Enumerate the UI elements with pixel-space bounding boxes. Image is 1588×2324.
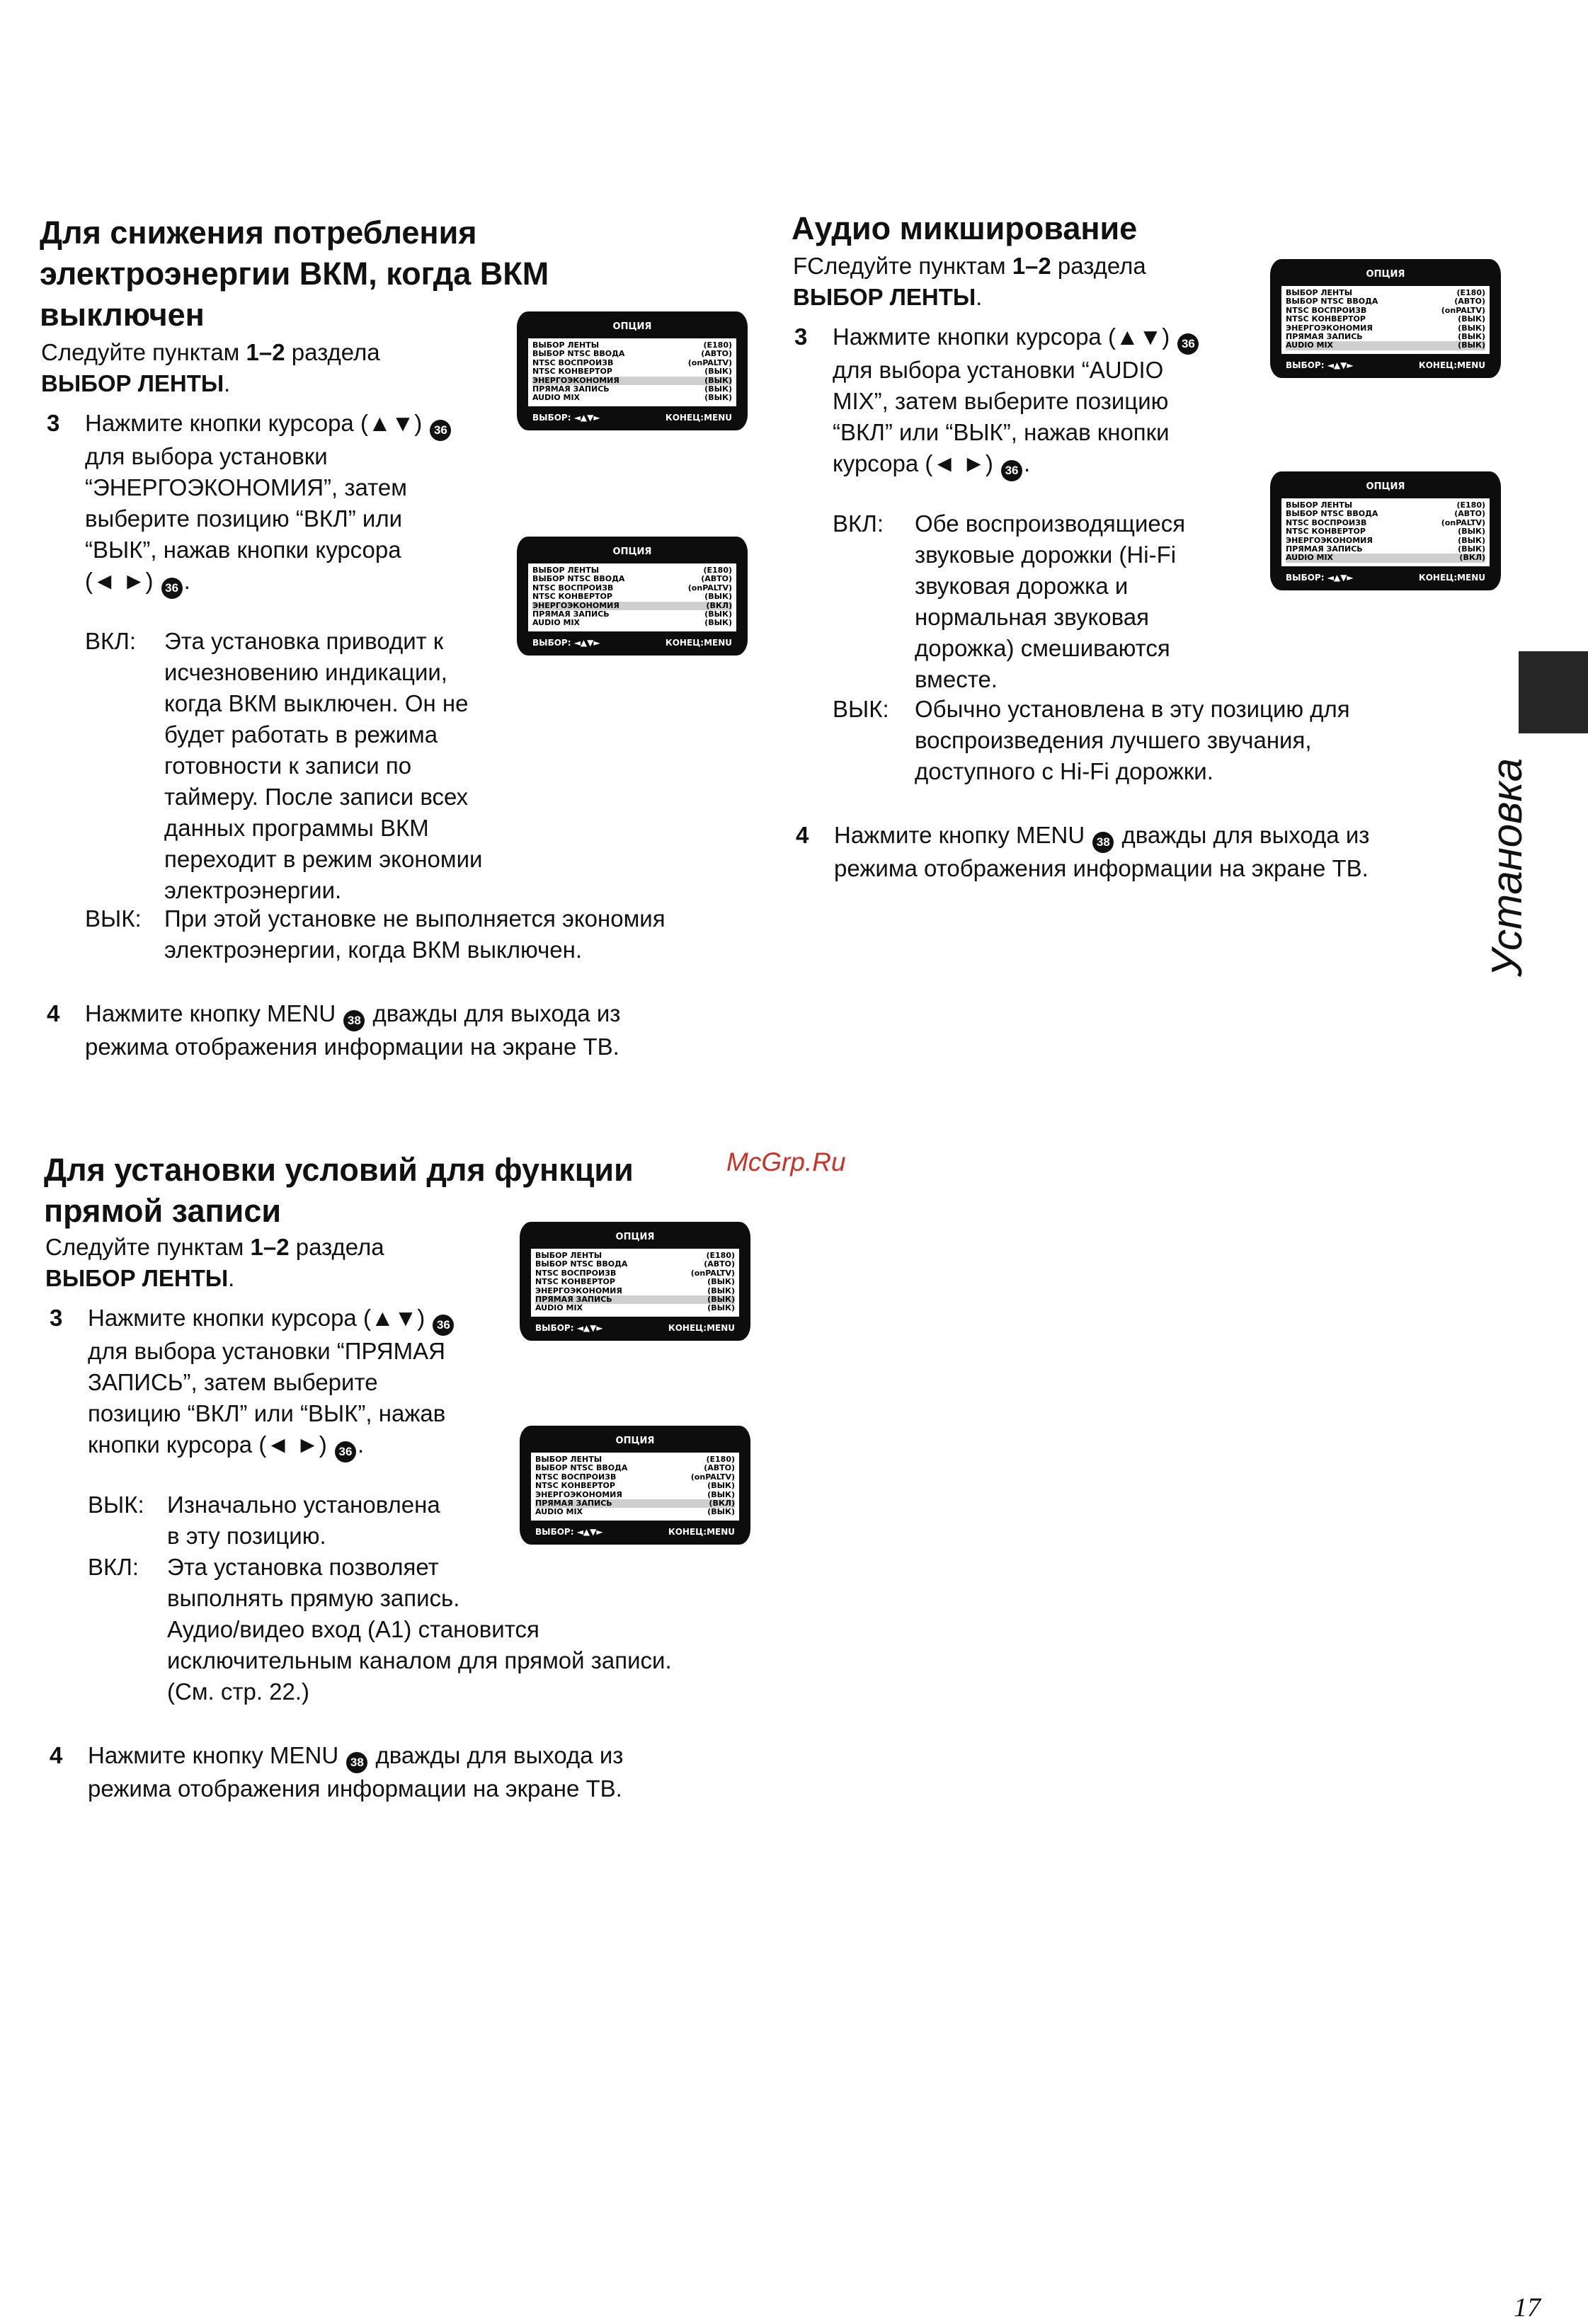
osd-title: ОПЦИЯ: [612, 546, 652, 557]
osd-menu-label: AUDIO MIX: [1286, 553, 1334, 563]
osd-menu-value: (onPALTV): [687, 357, 732, 367]
osd-menu-value: (ВЫК): [704, 618, 732, 628]
step-4: 4 Нажмите кнопку MENU 38 дважды для выхода из режима отображения информации на экране ТВ.: [50, 1742, 624, 1802]
osd-menu-label: ВЫБОР ЛЕНТЫ: [532, 566, 600, 575]
osd-screen: [520, 1426, 750, 1545]
osd-title: ОПЦИЯ: [612, 321, 652, 332]
osd-menu-value: (onPALTV): [687, 583, 732, 593]
step-3: 3 Нажмите кнопки курсора (▲▼) 36 для выбора установки “ПРЯМАЯ ЗАПИСЬ”, затем выберите позицию “ВКЛ” или “ВЫК”, нажав кнопки курсора (◄ ►) 36 .: [88, 1303, 527, 1462]
osd-menu-value: (E180): [1456, 288, 1485, 297]
osd-menu-value: (ВЫК): [1458, 314, 1485, 324]
osd-screen: [520, 1222, 750, 1341]
off-description: ВЫК: Изначально установлена в эту позицию.: [88, 1492, 440, 1549]
osd-menu-value: (onPALTV): [690, 1472, 735, 1482]
osd-menu-label: NTSC ВОСПРОИЗВ: [532, 583, 614, 593]
osd-title: ОПЦИЯ: [615, 1232, 655, 1242]
osd-screen: [517, 311, 748, 430]
osd-title: ОПЦИЯ: [1366, 269, 1405, 280]
osd-menu-label: ВЫБОР NTSC ВВОДА: [532, 574, 625, 584]
osd-footer-select: ВЫБОР: ◄▲▼►: [535, 1323, 603, 1333]
intro-text: Следуйте пунктам 1–2 раздела ВЫБОР ЛЕНТЫ.: [45, 1234, 384, 1291]
osd-menu-row: [535, 1304, 735, 1312]
osd-menu-label: ВЫБОР ЛЕНТЫ: [535, 1251, 602, 1260]
osd-footer-exit: КОНЕЦ:MENU: [668, 1323, 735, 1333]
osd-menu-value: (E180): [703, 340, 732, 350]
osd-menu-label: ВЫБОР ЛЕНТЫ: [1286, 500, 1353, 510]
osd-footer-select: ВЫБОР: ◄▲▼►: [532, 638, 600, 648]
osd-menu-label: NTSC ВОСПРОИЗВ: [532, 357, 614, 367]
osd-menu-value: (ВЫК): [707, 1286, 735, 1295]
osd-menu-row: [532, 575, 732, 583]
ref-38-icon: 38: [1092, 832, 1114, 853]
osd-menu: [531, 1453, 739, 1521]
on-description: ВКЛ: Обе воспроизводящиеся звуковые дорожки (Hi-Fi звуковая дорожка и нормальная звуковая дорожка) смешиваются вместе.: [833, 510, 1186, 692]
ref-36-icon: 36: [433, 1315, 454, 1336]
osd-menu-value: (ВЫК): [704, 592, 732, 602]
osd-menu-value: (onPALTV): [1441, 517, 1485, 527]
osd-menu-row: [532, 593, 732, 601]
ref-36-icon: 36: [430, 420, 451, 441]
osd-menu-row: [535, 1260, 735, 1269]
osd-menu-label: AUDIO MIX: [1286, 340, 1334, 350]
osd-menu-value: (ВЫК): [1458, 340, 1485, 350]
ref-36-icon: 36: [1001, 460, 1022, 481]
osd-menu-label: NTSC КОНВЕРТОР: [532, 592, 612, 602]
osd-menu-value: (АВТО): [704, 1259, 735, 1269]
osd-menu-label: ВЫБОР ЛЕНТЫ: [535, 1455, 602, 1464]
osd-menu-row: [1286, 510, 1485, 518]
osd-menu-value: (E180): [1456, 500, 1485, 510]
osd-menu-label: ЭНЕРГОЭКОНОМИЯ: [532, 600, 619, 610]
section-title: Для установки условий для функции прямой записи: [44, 1152, 634, 1229]
osd-menu-value: (АВТО): [701, 574, 732, 584]
osd-menu: [528, 338, 736, 406]
osd-menu-row: [1286, 527, 1485, 536]
section-tab-marker: [1519, 651, 1588, 733]
osd-menu-value: (ВКЛ): [1459, 553, 1485, 563]
osd-menu-value: (onPALTV): [1441, 305, 1485, 315]
osd-menu-value: (ВЫК): [1458, 527, 1485, 537]
page-number: 17: [1514, 2293, 1541, 2323]
ref-38-icon: 38: [343, 1010, 365, 1031]
osd-menu: [531, 1249, 739, 1317]
ref-36-icon: 36: [335, 1441, 356, 1462]
osd-menu-label: ВЫБОР NTSC ВВОДА: [532, 349, 625, 359]
off-description: ВЫК: Обычно установлена в эту позицию для воспроизведения лучшего звучания, доступного с Hi-Fi дорожки.: [833, 696, 1350, 784]
osd-menu-label: AUDIO MIX: [535, 1303, 583, 1313]
osd-menu-value: (ВКЛ): [709, 1499, 735, 1509]
osd-menu-label: ВЫБОР NTSC ВВОДА: [1286, 297, 1378, 307]
osd-menu-value: (ВЫК): [707, 1489, 735, 1499]
osd-screen: [517, 537, 748, 656]
osd-footer-select: ВЫБОР: ◄▲▼►: [532, 413, 600, 423]
watermark: McGrp.Ru: [726, 1147, 846, 1177]
osd-footer-select: ВЫБОР: ◄▲▼►: [1286, 573, 1354, 583]
osd-menu-label: ВЫБОР NTSC ВВОДА: [535, 1463, 628, 1473]
osd-footer: [532, 637, 732, 648]
osd-title: ОПЦИЯ: [1366, 481, 1405, 492]
osd-menu-label: NTSC КОНВЕРТОР: [532, 367, 612, 377]
on-description: ВКЛ: Эта установка приводит к исчезновению индикации, когда ВКМ выключен. Он не будет работать в режима готовности к записи по таймеру. После записи всех данных программы ВКМ переходит в режим экономии электроэнергии.: [85, 628, 483, 903]
osd-menu-row: [532, 394, 732, 402]
osd-menu-row: [1286, 341, 1485, 350]
osd-menu-value: (ВЫК): [704, 384, 732, 394]
osd-menu-value: (onPALTV): [690, 1268, 735, 1278]
osd-menu-label: NTSC КОНВЕРТОР: [1286, 314, 1366, 324]
osd-menu-label: NTSC КОНВЕРТОР: [535, 1277, 615, 1287]
osd-menu-label: ВЫБОР ЛЕНТЫ: [532, 340, 600, 350]
osd-menu-label: ЭНЕРГОЭКОНОМИЯ: [1286, 323, 1373, 333]
osd-menu: [1281, 286, 1490, 354]
side-label: Установка: [1483, 757, 1531, 977]
osd-menu-label: NTSC КОНВЕРТОР: [1286, 527, 1366, 537]
on-description: ВКЛ: Эта установка позволяет выполнять прямую запись. Аудио/видео вход (А1) становится исключительным каналом для прямой записи. (См. стр. 22.): [88, 1554, 672, 1705]
osd-menu-label: ПРЯМАЯ ЗАПИСЬ: [1286, 544, 1363, 554]
step-4: 4 Нажмите кнопку MENU 38 дважды для выхода из режима отображения информации на экране ТВ.: [47, 1000, 621, 1060]
osd-footer: [535, 1526, 735, 1538]
osd-menu-value: (ВКЛ): [706, 600, 732, 610]
osd-menu-label: ЭНЕРГОЭКОНОМИЯ: [535, 1286, 622, 1295]
osd-footer-exit: КОНЕЦ:MENU: [1418, 360, 1485, 370]
osd-footer: [1286, 360, 1485, 371]
osd-footer-exit: КОНЕЦ:MENU: [665, 413, 732, 423]
osd-menu-label: ПРЯМАЯ ЗАПИСЬ: [532, 384, 610, 394]
osd-menu-value: (ВЫК): [704, 367, 732, 377]
osd-menu-value: (ВЫК): [707, 1507, 735, 1517]
step-3: 3 Нажмите кнопки курсора (▲▼) 36 для выбора установки “AUDIO MIX”, затем выберите позицию “ВКЛ” или “ВЫК”, нажав кнопки курсора (◄ ►) 36 .: [833, 321, 1272, 481]
osd-menu-label: NTSC КОНВЕРТОР: [535, 1481, 615, 1491]
osd-footer-select: ВЫБОР: ◄▲▼►: [535, 1527, 603, 1537]
osd-footer-exit: КОНЕЦ:MENU: [668, 1527, 735, 1537]
osd-footer-exit: КОНЕЦ:MENU: [1418, 573, 1485, 583]
osd-menu-label: ПРЯМАЯ ЗАПИСЬ: [532, 609, 610, 619]
osd-menu-label: AUDIO MIX: [532, 618, 581, 628]
intro-text: FСледуйте пунктам 1–2 раздела ВЫБОР ЛЕНТЫ.: [793, 253, 1146, 310]
osd-footer-select: ВЫБОР: ◄▲▼►: [1286, 360, 1354, 370]
osd-menu-value: (ВЫК): [704, 375, 732, 385]
osd-menu-label: ЭНЕРГОЭКОНОМИЯ: [1286, 535, 1373, 545]
osd-menu-value: (АВТО): [1454, 297, 1485, 307]
ref-36-icon: 36: [161, 578, 183, 599]
osd-menu-value: (ВЫК): [704, 393, 732, 403]
osd-menu-row: [535, 1482, 735, 1490]
osd-menu-row: [535, 1278, 735, 1286]
osd-menu-row: [1286, 315, 1485, 324]
off-description: ВЫК: При этой установке не выполняется экономия электроэнергии, когда ВКМ выключен.: [85, 905, 666, 963]
osd-menu-label: ЭНЕРГОЭКОНОМИЯ: [535, 1489, 622, 1499]
osd-menu-label: AUDIO MIX: [532, 393, 581, 403]
ref-38-icon: 38: [346, 1752, 367, 1773]
osd-menu-value: (ВЫК): [1458, 535, 1485, 545]
osd-menu-row: [1286, 297, 1485, 306]
osd-menu-value: (ВЫК): [704, 609, 732, 619]
osd-menu-label: ПРЯМАЯ ЗАПИСЬ: [535, 1295, 612, 1305]
osd-menu-label: AUDIO MIX: [535, 1507, 583, 1517]
osd-menu-value: (АВТО): [704, 1463, 735, 1473]
osd-menu-value: (E180): [703, 566, 732, 575]
osd-screen: [1270, 471, 1501, 590]
osd-footer: [1286, 572, 1485, 583]
osd-menu-row: [532, 619, 732, 627]
osd-menu-row: [535, 1464, 735, 1472]
osd-menu-label: NTSC ВОСПРОИЗВ: [535, 1472, 617, 1482]
osd-title: ОПЦИЯ: [615, 1436, 655, 1446]
osd-menu: [1281, 498, 1490, 566]
section-title: Для снижения потребления электроэнергии ВКМ, когда ВКМ выключен: [40, 214, 549, 333]
osd-menu-label: NTSC ВОСПРОИЗВ: [1286, 305, 1367, 315]
osd-menu-value: (ВЫК): [707, 1295, 735, 1305]
osd-menu-value: (ВЫК): [1458, 332, 1485, 342]
osd-footer: [532, 412, 732, 423]
osd-menu-value: (E180): [706, 1455, 735, 1464]
osd-menu-value: (ВЫК): [707, 1303, 735, 1313]
osd-menu-value: (E180): [706, 1251, 735, 1260]
osd-menu-label: NTSC ВОСПРОИЗВ: [1286, 517, 1367, 527]
osd-menu-label: ВЫБОР NTSC ВВОДА: [1286, 509, 1378, 519]
ref-36-icon: 36: [1177, 333, 1199, 355]
osd-menu: [528, 563, 736, 631]
osd-menu-row: [535, 1508, 735, 1516]
osd-footer: [535, 1322, 735, 1334]
osd-menu-value: (АВТО): [1454, 509, 1485, 519]
osd-menu-label: ВЫБОР ЛЕНТЫ: [1286, 288, 1353, 297]
osd-footer-exit: КОНЕЦ:MENU: [665, 638, 732, 648]
osd-menu-value: (АВТО): [701, 349, 732, 359]
osd-menu-value: (ВЫК): [1458, 544, 1485, 554]
step-4: 4 Нажмите кнопку MENU 38 дважды для выхода из режима отображения информации на экране ТВ.: [796, 822, 1370, 881]
osd-menu-label: ПРЯМАЯ ЗАПИСЬ: [1286, 332, 1363, 342]
osd-menu-value: (ВЫК): [1458, 323, 1485, 333]
osd-menu-row: [1286, 554, 1485, 562]
osd-menu-label: NTSC ВОСПРОИЗВ: [535, 1268, 617, 1278]
step-3: 3 Нажмите кнопки курсора (▲▼) 36 для выбора установки “ЭНЕРГОЭКОНОМИЯ”, затем выберите позицию “ВКЛ” или “ВЫК”, нажав кнопки курсора (◄ ►) 36 .: [85, 408, 524, 599]
osd-menu-row: [532, 367, 732, 376]
intro-text: Следуйте пунктам 1–2 раздела ВЫБОР ЛЕНТЫ.: [41, 339, 380, 396]
osd-menu-value: (ВЫК): [707, 1277, 735, 1287]
osd-menu-label: ВЫБОР NTSC ВВОДА: [535, 1259, 628, 1269]
osd-menu-label: ЭНЕРГОЭКОНОМИЯ: [532, 375, 619, 385]
osd-menu-label: ПРЯМАЯ ЗАПИСЬ: [535, 1499, 612, 1509]
osd-screen: [1270, 259, 1501, 378]
osd-menu-row: [532, 350, 732, 358]
osd-menu-value: (ВЫК): [707, 1481, 735, 1491]
section-title: Аудио микширование: [792, 210, 1138, 246]
